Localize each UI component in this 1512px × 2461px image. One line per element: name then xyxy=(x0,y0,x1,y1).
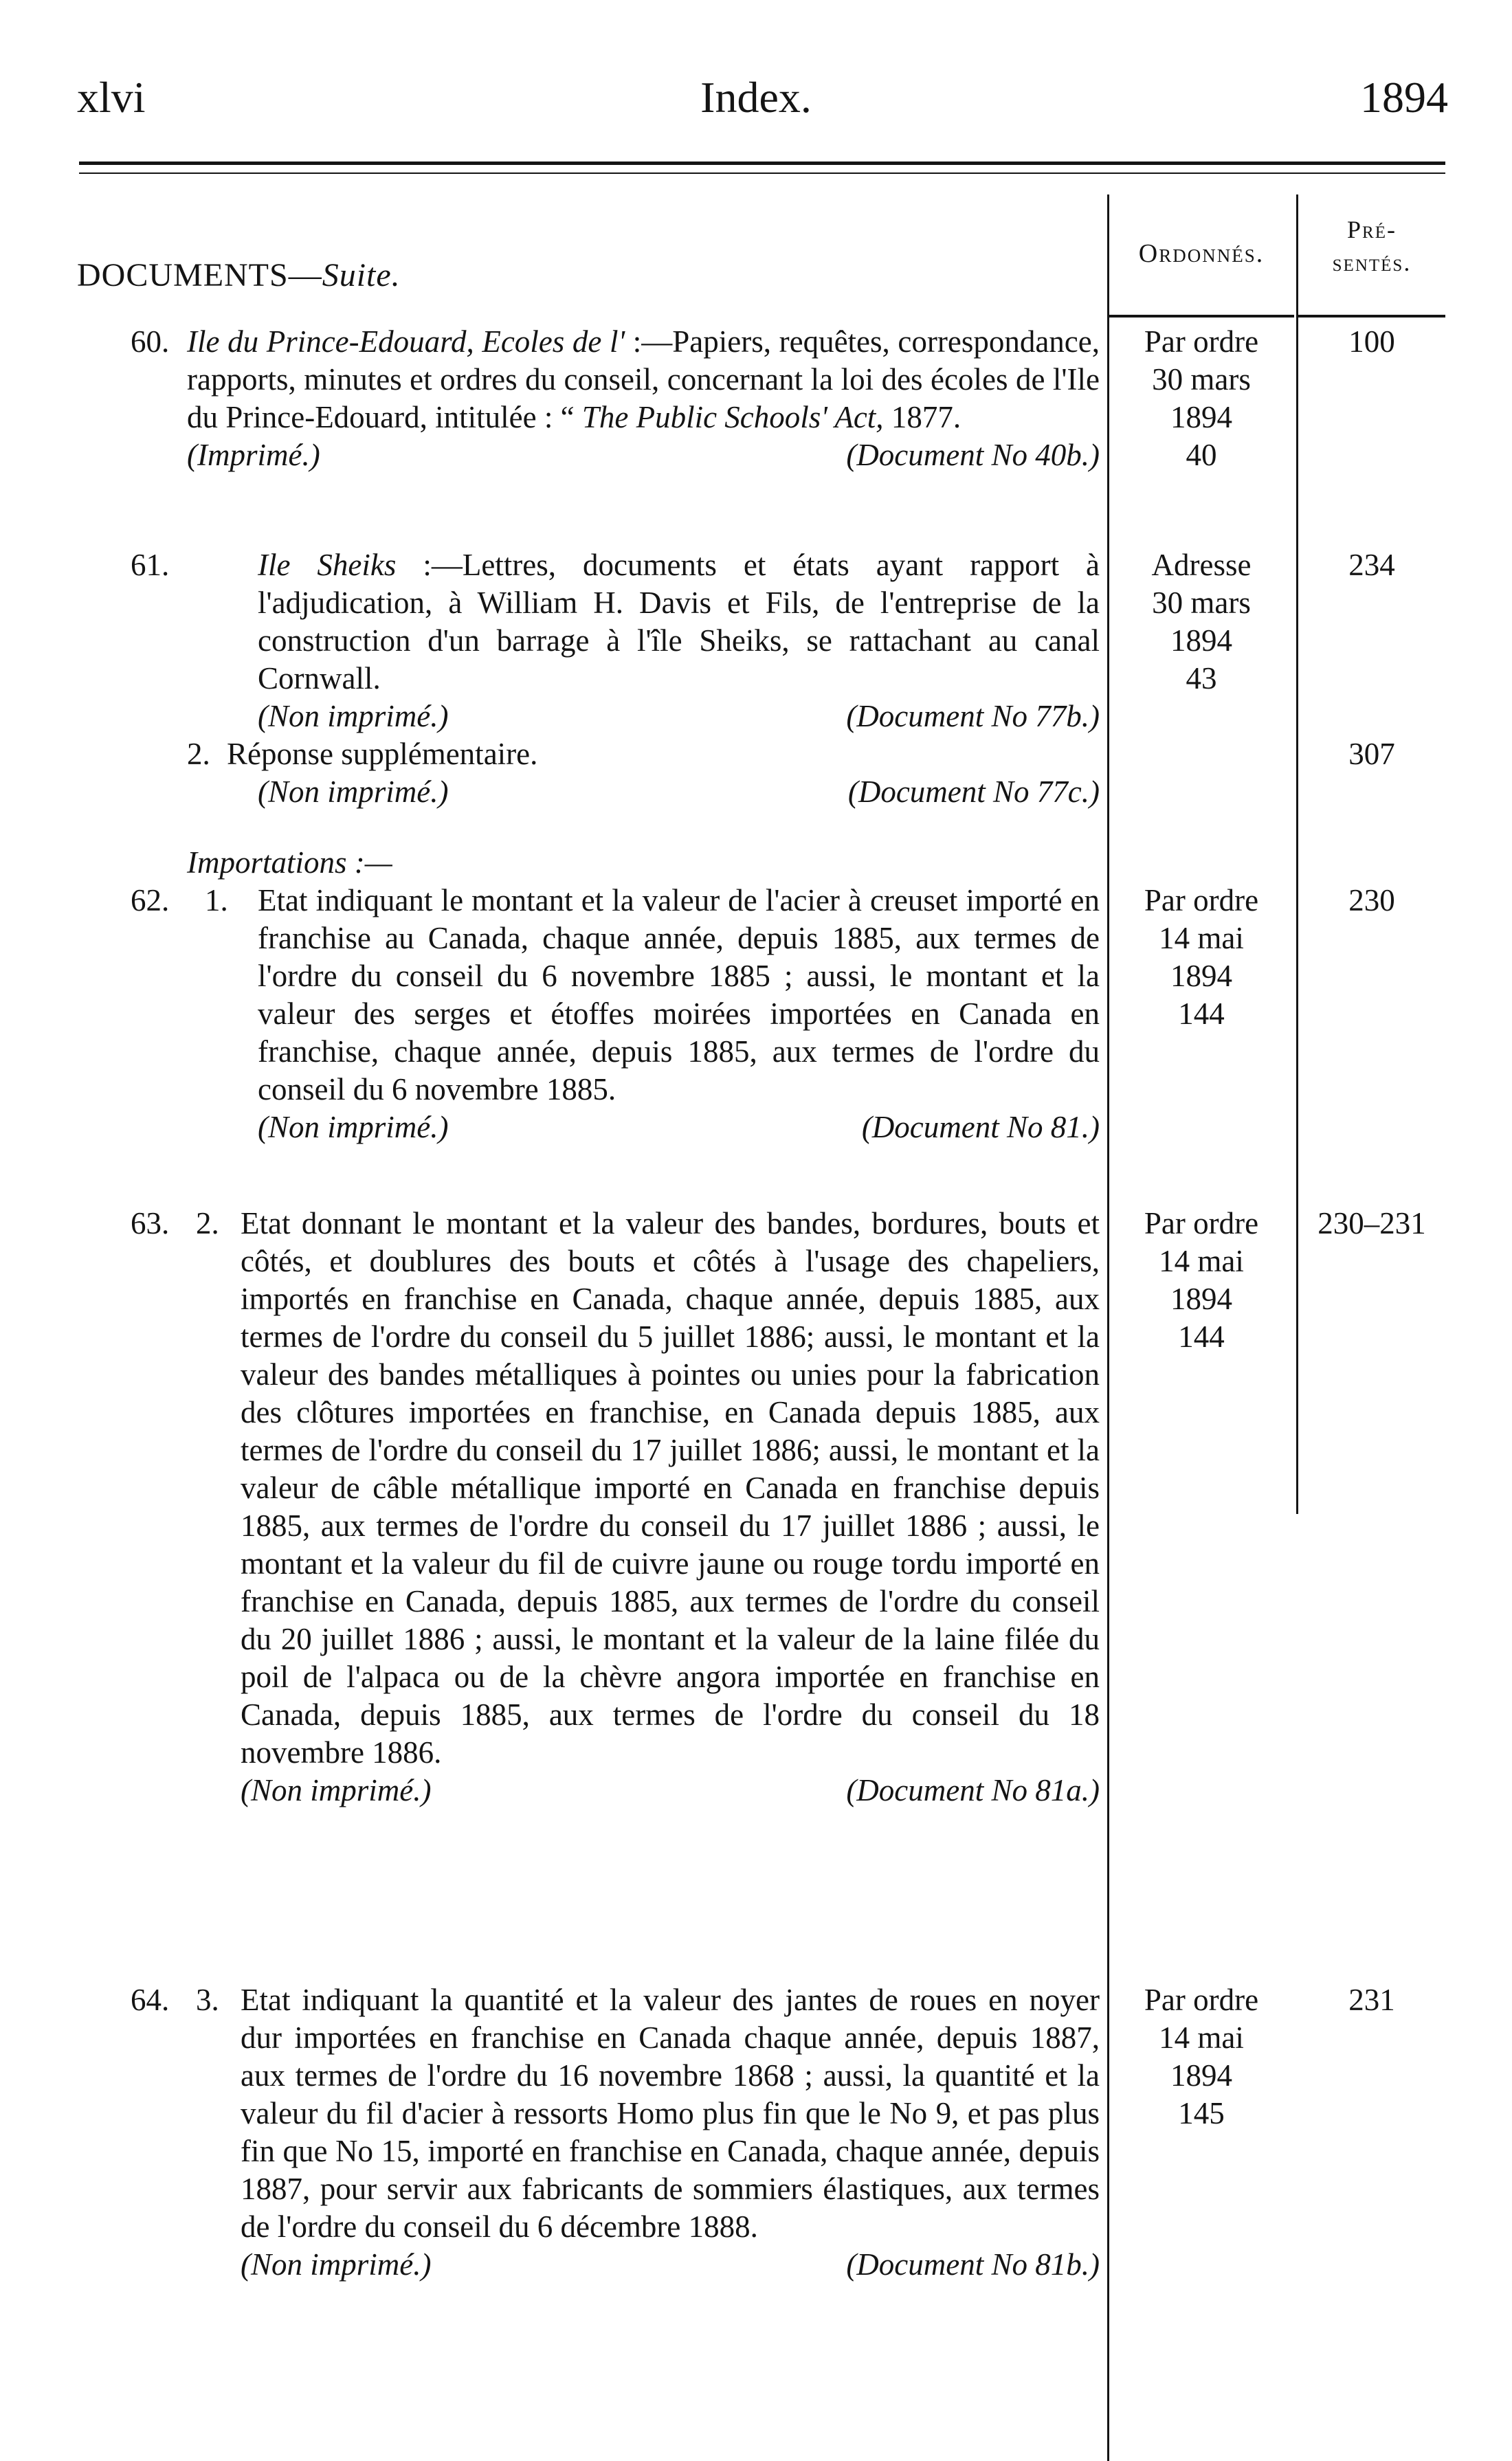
entry-text: Ile Sheiks :—Lettres, documents et états ayant rapport à l'adjudication, à William H. Davis et Fils, de l'entreprise de la construction d'un barrage à l'île Sheiks, se rattachant au canal Cornwall. (Non imprimé.) (Document No 77b.) xyxy=(258,546,1100,735)
document-reference: (Document No 81a.) xyxy=(846,1773,1100,1807)
sub-entry-number: 1. xyxy=(205,883,228,917)
header-rule-thin xyxy=(79,172,1445,174)
header-rule-thick xyxy=(79,162,1445,165)
print-status: (Non imprimé.) xyxy=(241,2247,432,2282)
print-status: (Non imprimé.) xyxy=(258,699,449,733)
column-header-rule-presentes xyxy=(1298,315,1445,318)
column-divider-presentes xyxy=(1296,194,1298,1514)
entry-number: 63. xyxy=(131,1206,170,1240)
ordered-cell: Par ordre 14 mai 1894 144 xyxy=(1144,1206,1259,1354)
section-title: DOCUMENTS—Suite. xyxy=(77,257,401,293)
sub-entry-text: Réponse supplémentaire. (Non imprimé.) (Document No 77c.) xyxy=(227,735,1100,811)
sub-entry-number: 2. xyxy=(196,1206,219,1240)
print-status: (Non imprimé.) xyxy=(241,1773,432,1807)
print-status: (Imprimé.) xyxy=(187,438,320,472)
ordered-cell: Adresse 30 mars 1894 43 xyxy=(1151,548,1252,695)
column-header-rule-ordonnes xyxy=(1109,315,1294,318)
entry-number: 61. xyxy=(131,548,170,582)
entry-text: Etat indiquant la quantité et la valeur des jantes de roues en noyer dur importées en franchise en Canada chaque année, depuis 1887, aux termes de l'ordre du 16 novembre 1868 ; aussi, la quantité et la valeur du fil d'acier à ressorts Homo plus fin que le No 9, et pas plus fin que No 15, importé en franchise en Canada, chaque année, depuis 1887, pour servir aux fabricants de sommiers élastiques, aux termes de l'ordre du conseil du 6 décembre 1888. (Non imprimé.) (Document No 81b.) xyxy=(241,1981,1100,2284)
print-status: (Non imprimé.) xyxy=(258,775,449,809)
column-header-presentes: Pré- sentés. xyxy=(1332,216,1412,276)
ordered-cell: Par ordre 30 mars 1894 40 xyxy=(1144,324,1259,472)
entry-number: 62. xyxy=(131,883,170,917)
presented-page: 234 xyxy=(1348,548,1395,582)
entry-text: Ile du Prince-Edouard, Ecoles de l' :—Papiers, requêtes, correspondance, rapports, minutes et ordres du conseil, concernant la loi des écoles de l'Ile du Prince-Edouard, intitulée : “ The Public Schools' Act, 1877. (Imprimé.) (Document No 40b.) xyxy=(187,323,1100,474)
document-reference: (Document No 77b.) xyxy=(846,699,1100,733)
ordered-cell: Par ordre 14 mai 1894 145 xyxy=(1144,1983,1259,2130)
sub-entry-number: 2. xyxy=(187,737,210,771)
page-title: Index. xyxy=(700,73,812,122)
presented-page: 231 xyxy=(1348,1983,1395,2017)
entry-text: Etat donnant le montant et la valeur des bandes, bordures, bouts et côtés, et doublures des bouts et côtés à l'usage des chapeliers, importés en franchise en Canada, chaque année, depuis 1885, aux termes de l'ordre du conseil du 5 juillet 1886; aussi, le montant et la valeur des bandes métalliques à pointes ou unies pour la fabrication des clôtures importées en franchise, en Canada depuis 1885, aux termes de l'ordre du conseil du 17 juillet 1886; aussi, le montant et la valeur de câble métallique importé en Canada en franchise depuis 1885, aux termes de l'ordre du conseil du 17 juillet 1886 ; aussi, le montant et la valeur du fil de cuivre jaune ou rouge tordu importé en franchise en Canada, depuis 1885, aux termes de l'ordre du conseil du 20 juillet 1886 ; aussi, le montant et la valeur de la laine filée du poil de l'alpaca ou de la chèvre angora importée en franchise en Canada, depuis 1885, aux termes de l'ordre du conseil du 18 novembre 1886. (Non imprimé.) (Document No 81a.) xyxy=(241,1205,1100,1809)
document-reference: (Document No 40b.) xyxy=(846,438,1100,472)
presented-page: 307 xyxy=(1348,737,1395,771)
print-status: (Non imprimé.) xyxy=(258,1110,449,1144)
page-number: xlvi xyxy=(77,73,146,122)
subsection-heading: Importations :— xyxy=(187,845,392,880)
presented-page: 230 xyxy=(1348,883,1395,917)
year-label: 1894 xyxy=(1360,73,1448,122)
entry-number: 60. xyxy=(131,324,170,359)
document-reference: (Document No 81b.) xyxy=(846,2247,1100,2282)
ordered-cell: Par ordre 14 mai 1894 144 xyxy=(1144,883,1259,1031)
column-header-ordonnes: Ordonnés. xyxy=(1138,239,1265,268)
document-reference: (Document No 77c.) xyxy=(847,775,1100,809)
running-head xyxy=(0,72,1512,134)
presented-page: 230–231 xyxy=(1318,1206,1426,1240)
presented-page: 100 xyxy=(1348,324,1395,359)
sub-entry-number: 3. xyxy=(196,1983,219,2017)
entry-text: Etat indiquant le montant et la valeur de l'acier à creuset importé en franchise au Canada, chaque année, depuis 1885, aux termes de l'ordre du conseil du 6 novembre 1885 ; aussi, le montant et la valeur des serges et étoffes moirées importées en Canada en franchise, chaque année, depuis 1885, aux termes de l'ordre du conseil du 6 novembre 1885. (Non imprimé.) (Document No 81.) xyxy=(258,882,1100,1146)
document-reference: (Document No 81.) xyxy=(861,1110,1100,1144)
entry-number: 64. xyxy=(131,1983,170,2017)
